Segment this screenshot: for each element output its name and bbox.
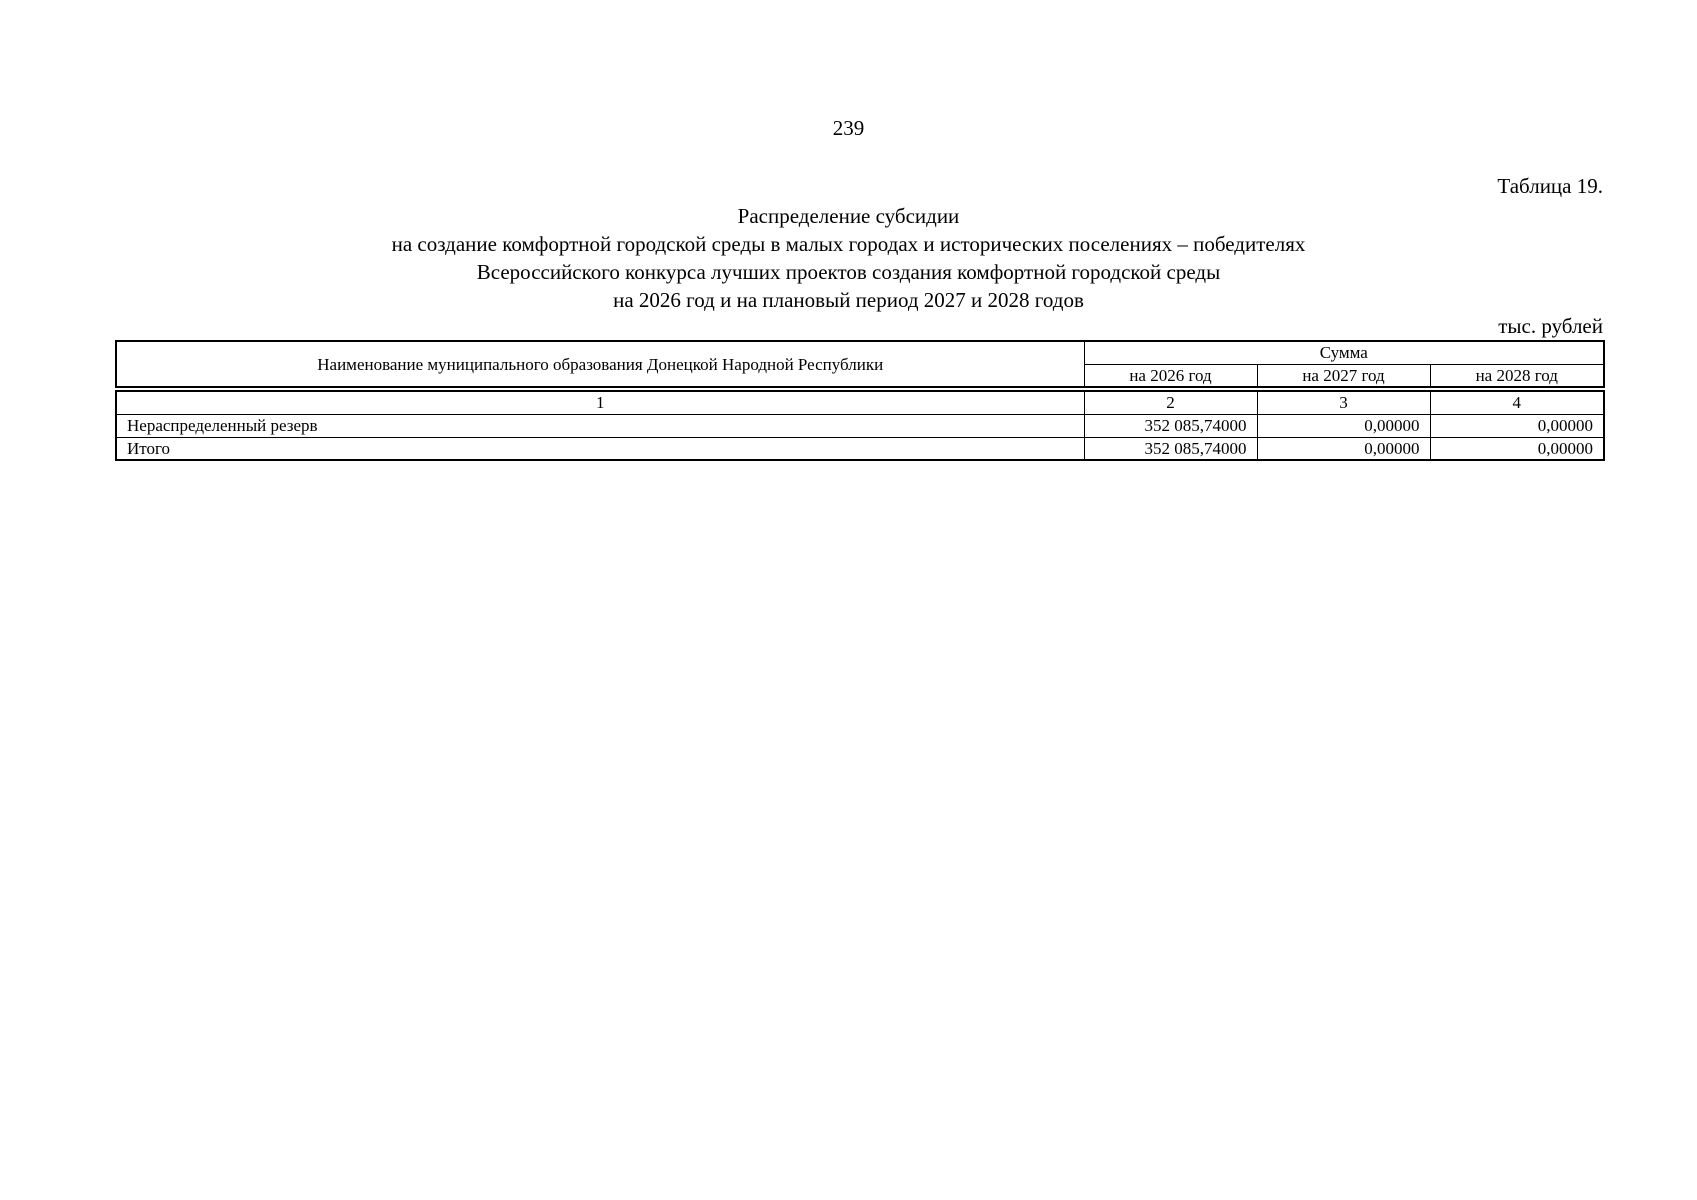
table-row bbox=[116, 437, 1604, 460]
row-value-2028: 0,00000 bbox=[1430, 414, 1604, 437]
column-number: 3 bbox=[1257, 391, 1430, 414]
table-row bbox=[116, 414, 1604, 437]
units-label: тыс. рублей bbox=[1498, 314, 1603, 338]
table-label: Таблица 19. bbox=[1497, 174, 1603, 198]
title-line: на создание комфортной городской среды в малых городах и исторических поселениях – победителях bbox=[391, 232, 1306, 256]
column-header-2028: на 2028 год bbox=[1430, 364, 1604, 387]
column-header-2027: на 2027 год bbox=[1257, 364, 1430, 387]
row-name: Нераспределенный резерв bbox=[116, 414, 1084, 437]
column-number: 2 bbox=[1084, 391, 1257, 414]
title-line: на 2026 год и на плановый период 2027 и 2028 годов bbox=[613, 288, 1084, 312]
column-header-name: Наименование муниципального образования Донецкой Народной Республики bbox=[116, 341, 1084, 387]
document-title bbox=[0, 202, 1697, 314]
column-header-2026: на 2026 год bbox=[1084, 364, 1257, 387]
row-value-2027: 0,00000 bbox=[1257, 414, 1430, 437]
column-header-sum: Сумма bbox=[1084, 341, 1604, 364]
row-value-2026: 352 085,74000 bbox=[1084, 437, 1257, 460]
page-number: 239 bbox=[832, 116, 865, 140]
row-value-2026: 352 085,74000 bbox=[1084, 414, 1257, 437]
row-value-2027: 0,00000 bbox=[1257, 437, 1430, 460]
subsidy-table bbox=[115, 340, 1605, 461]
row-value-2028: 0,00000 bbox=[1430, 437, 1604, 460]
title-line: Всероссийского конкурса лучших проектов создания комфортной городской среды bbox=[476, 260, 1221, 284]
column-number: 4 bbox=[1430, 391, 1604, 414]
row-name: Итого bbox=[116, 437, 1084, 460]
column-number: 1 bbox=[116, 391, 1084, 414]
title-line: Распределение субсидии bbox=[737, 204, 960, 228]
